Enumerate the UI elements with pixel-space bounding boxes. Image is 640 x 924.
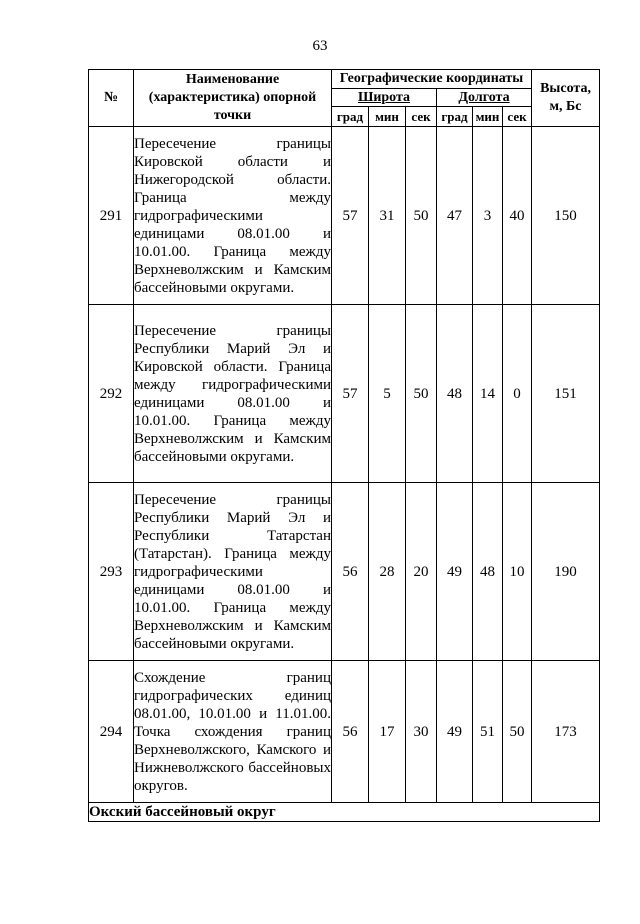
lat-min: 31 [369, 127, 406, 305]
header-lon-sec: сек [503, 107, 532, 127]
height-value: 173 [532, 661, 600, 803]
lon-min: 48 [473, 483, 503, 661]
row-number: 293 [89, 483, 134, 661]
lat-min: 17 [369, 661, 406, 803]
header-lat-min: мин [369, 107, 406, 127]
lon-min: 14 [473, 305, 503, 483]
header-longitude: Долгота [437, 89, 532, 107]
header-lat-sec: сек [406, 107, 437, 127]
lon-sec: 10 [503, 483, 532, 661]
header-no: № [89, 70, 134, 127]
header-latitude: Широта [332, 89, 437, 107]
lon-deg: 48 [437, 305, 473, 483]
header-lon-min: мин [473, 107, 503, 127]
table-row [89, 127, 600, 305]
lon-min: 3 [473, 127, 503, 305]
point-name: Пересечение границы Республики Марий Эл и Республики Татарстан (Татарстан). Граница между гидрографическими единицами 08.01.00 и 10.01.00. Граница между Верхневолжским и Камским бассейновыми округами. [134, 483, 332, 661]
lat-sec: 30 [406, 661, 437, 803]
lat-deg: 57 [332, 305, 369, 483]
point-name: Пересечение границы Кировской области и Нижегородской области. Граница между гидрографическими единицами 08.01.00 и 10.01.00. Граница между Верхневолжским и Камским бассейновыми округами. [134, 127, 332, 305]
lat-deg: 57 [332, 127, 369, 305]
lat-deg: 56 [332, 661, 369, 803]
page-number: 63 [312, 38, 328, 54]
lon-sec: 0 [503, 305, 532, 483]
lon-deg: 49 [437, 661, 473, 803]
row-number: 292 [89, 305, 134, 483]
header-lon-deg: град [437, 107, 473, 127]
lat-min: 28 [369, 483, 406, 661]
point-name: Пересечение границы Республики Марий Эл и Кировской области. Граница между гидрографическими единицами 08.01.00 и 10.01.00. Граница между Верхневолжским и Камским бассейновыми округами. [134, 305, 332, 483]
table-row [89, 305, 600, 483]
height-value: 151 [532, 305, 600, 483]
header-height: Высота, м, Бс [532, 70, 600, 127]
section-row [89, 803, 600, 822]
header-coordinates: Географические координаты [332, 70, 532, 89]
lat-sec: 20 [406, 483, 437, 661]
lon-deg: 49 [437, 483, 473, 661]
lat-min: 5 [369, 305, 406, 483]
table-row [89, 483, 600, 661]
section-title: Окский бассейновый округ [89, 803, 600, 822]
table-row [89, 661, 600, 803]
height-value: 150 [532, 127, 600, 305]
lon-min: 51 [473, 661, 503, 803]
lat-sec: 50 [406, 305, 437, 483]
row-number: 291 [89, 127, 134, 305]
header-lat-deg: град [332, 107, 369, 127]
row-number: 294 [89, 661, 134, 803]
point-name: Схождение границ гидрографических единиц 08.01.00, 10.01.00 и 11.01.00. Точка схождения границ Верхневолжского, Камского и Нижневолжского бассейновых округов. [134, 661, 332, 803]
lat-sec: 50 [406, 127, 437, 305]
lon-deg: 47 [437, 127, 473, 305]
lat-deg: 56 [332, 483, 369, 661]
coordinates-table [88, 69, 600, 822]
height-value: 190 [532, 483, 600, 661]
lon-sec: 40 [503, 127, 532, 305]
header-name: Наименование (характеристика) опорной точки [134, 70, 332, 127]
lon-sec: 50 [503, 661, 532, 803]
